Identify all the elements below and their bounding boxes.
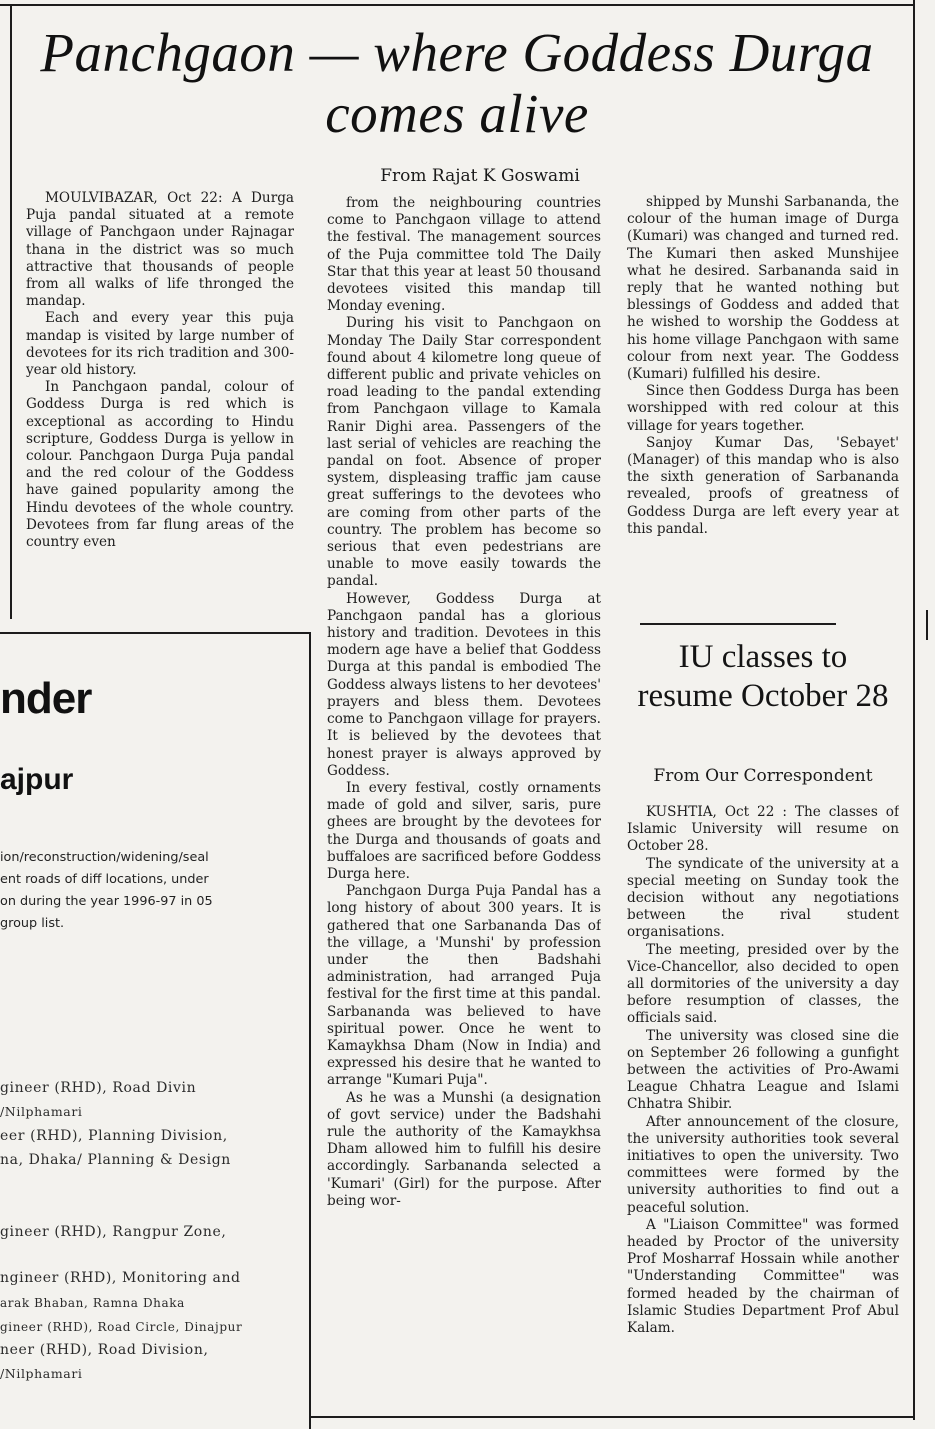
article-byline: From Rajat K Goswami xyxy=(380,166,580,186)
article-col3-paragraph: Since then Goddess Durga has been worshipped with red colour at this village for years together. xyxy=(627,383,899,434)
iu-article-headline: IU classes to resume October 28 xyxy=(637,639,889,714)
ad-office-line: eer (RHD), Planning Division, xyxy=(0,1128,228,1144)
iu-separator-rule xyxy=(640,623,836,625)
article-column-3 xyxy=(627,194,899,614)
article-column-2 xyxy=(327,195,601,1403)
article-col3-paragraph: Sanjoy Kumar Das, 'Sebayet' (Manager) of this mandap who is also the sixth generation of Sarbananda revealed, proofs of greatness of Goddess Durga are left every year at this pandal. xyxy=(627,434,899,537)
ad-box-right-rule xyxy=(309,632,311,1429)
article-col1-paragraph: In Panchgaon pandal, colour of Goddess Durga is red which is exceptional as according to Hindu scripture, Goddess Durga is yellow in colour. Panchgaon Durga Puja pandal and the red colour of the Goddess have gained popularity among the Hindu devotees of the whole country. Devotees from far flung areas of the country even xyxy=(26,379,294,551)
ad-body-line: ent roads of diff locations, under xyxy=(0,872,209,887)
article-col2-paragraph: As he was a Munshi (a designation of govt service) under the Badshahi rule the authority of the Kamaykhsa Dham allowed him to fulfill his desire accordingly. Sarbananda selected a 'Kumari' (Girl) for the purpose. After being wor- xyxy=(327,1089,601,1209)
article-col3-paragraph: shipped by Munshi Sarbananda, the colour of the human image of Durga (Kumari) was changed and turned red. The Kumari then asked Munshijee what he desired. Sarbananda said in reply that he wanted nothing but blessings of Goddess and added that he wished to worship the Goddess at his home village Panchgaon with same colour from next year. The Goddess (Kumari) fulfilled his desire. xyxy=(627,194,899,383)
ad-title-fragment: nder xyxy=(0,674,92,723)
ad-office-line: /Nilphamari xyxy=(0,1366,83,1381)
ad-office-line: neer (RHD), Road Division, xyxy=(0,1342,209,1358)
ad-office-line: na, Dhaka/ Planning & Design xyxy=(0,1152,231,1168)
ad-office-line: /Nilphamari xyxy=(0,1104,83,1119)
ad-office-line: gineer (RHD), Road Circle, Dinajpur xyxy=(0,1320,243,1334)
article-col2-paragraph: Panchgaon Durga Puja Pandal has a long history of about 300 years. It is gathered that one Sarbananda Das of the village, a 'Munshi' by profession under the then Badshahi administration, had arranged Puja festival for the first time at this pandal. Sarbananda was believed to have spiritual power. Once he went to Kamaykhsa Dham (Now in India) and expressed his desire that he wanted to arrange "Kumari Puja". xyxy=(327,883,601,1089)
article-col2-paragraph: However, Goddess Durga at Panchgaon pandal has a glorious history and tradition. Devotees in this modern age have a belief that Goddess Durga at this pandal is embodied The Goddess always listens to her devotees' prayers and bless them. Devotees come to Panchgaon village for prayers. It is believed by the devotees that honest prayer is always approved by Goddess. xyxy=(327,590,601,779)
page-edge-mark xyxy=(926,610,928,640)
iu-article-paragraph: The university was closed sine die on September 26 following a gunfight between the activities of Pro-Awami League Chhatra League and Islami Chhatra Shibir. xyxy=(627,1027,899,1113)
iu-article-body xyxy=(627,804,899,1410)
ad-subtitle-fragment: ajpur xyxy=(0,763,74,796)
tender-notice-ad xyxy=(0,634,309,1416)
iu-article-paragraph: The syndicate of the university at a special meeting on Sunday took the decision without any negotiations between the rival student organisations. xyxy=(627,855,899,941)
article-col2-paragraph: from the neighbouring countries come to Panchgaon village to attend the festival. The management sources of the Puja committee told The Daily Star that this year at least 50 thousand devotees visited this mandap till Monday evening. xyxy=(327,195,601,315)
ad-office-line: gineer (RHD), Road Divin xyxy=(0,1080,197,1096)
iu-article-paragraph: KUSHTIA, Oct 22 : The classes of Islamic University will resume on October 28. xyxy=(627,804,899,855)
article-headline: Panchgaon — where Goddess Durga comes alive xyxy=(40,22,874,144)
ad-box-bottom-rule xyxy=(309,1416,915,1418)
ad-office-line: arak Bhaban, Ramna Dhaka xyxy=(0,1296,185,1310)
iu-article-paragraph: The meeting, presided over by the Vice-Chancellor, also decided to open all dormitories of the university a day before resumption of classes, the officials said. xyxy=(627,941,899,1027)
ad-office-line: gineer (RHD), Rangpur Zone, xyxy=(0,1224,227,1240)
ad-body-line: group list. xyxy=(0,916,65,931)
article-col2-paragraph: In every festival, costly ornaments made of gold and silver, saris, pure ghees are brought by the devotees for the Durga and thousands of goats and buffaloes are sacrificed before Goddess Durga here. xyxy=(327,779,601,882)
article-col2-paragraph: During his visit to Panchgaon on Monday The Daily Star correspondent found about 4 kilometre long queue of different public and private vehicles on road leading to the pandal extending from Panchgaon village to Kamala Ranir Dighi area. Passengers of the last serial of vehicles are reaching the pandal on foot. Absence of proper system, displeasing traffic jam cause great sufferings to the devotees who are coming from other parts of the country. The problem has become so serious that even pedestrians are unable to move easily towards the pandal. xyxy=(327,315,601,590)
article-col1-paragraph: Each and every year this puja mandap is visited by large number of devotees for its rich tradition and 300-year old history. xyxy=(26,310,294,379)
ad-body-line: on during the year 1996-97 in 05 xyxy=(0,894,213,909)
iu-article-byline: From Our Correspondent xyxy=(653,766,873,786)
top-border-rule xyxy=(0,4,914,6)
article-col1-paragraph: MOULVIBAZAR, Oct 22: A Durga Puja pandal situated at a remote village of Panchgaon under Rajnagar thana in the district was so much attractive that thousands of people from all walks of life thronged the mandap. xyxy=(26,190,294,310)
ad-body-line: ion/reconstruction/widening/seal xyxy=(0,850,209,865)
iu-article-paragraph: A "Liaison Committee" was formed headed by Proctor of the university Prof Mosharraf Hossain while another "Understanding Committee" was formed headed by the chairman of Islamic Studies Department Prof Abul Kalam. xyxy=(627,1216,899,1337)
article-column-1 xyxy=(26,190,294,610)
right-border-rule xyxy=(913,0,915,1420)
iu-article-paragraph: After announcement of the closure, the university authorities took several initiatives to open the university. Two committees were formed by the university authorities to find out a peaceful solution. xyxy=(627,1113,899,1216)
ad-office-line: ngineer (RHD), Monitoring and xyxy=(0,1270,241,1286)
